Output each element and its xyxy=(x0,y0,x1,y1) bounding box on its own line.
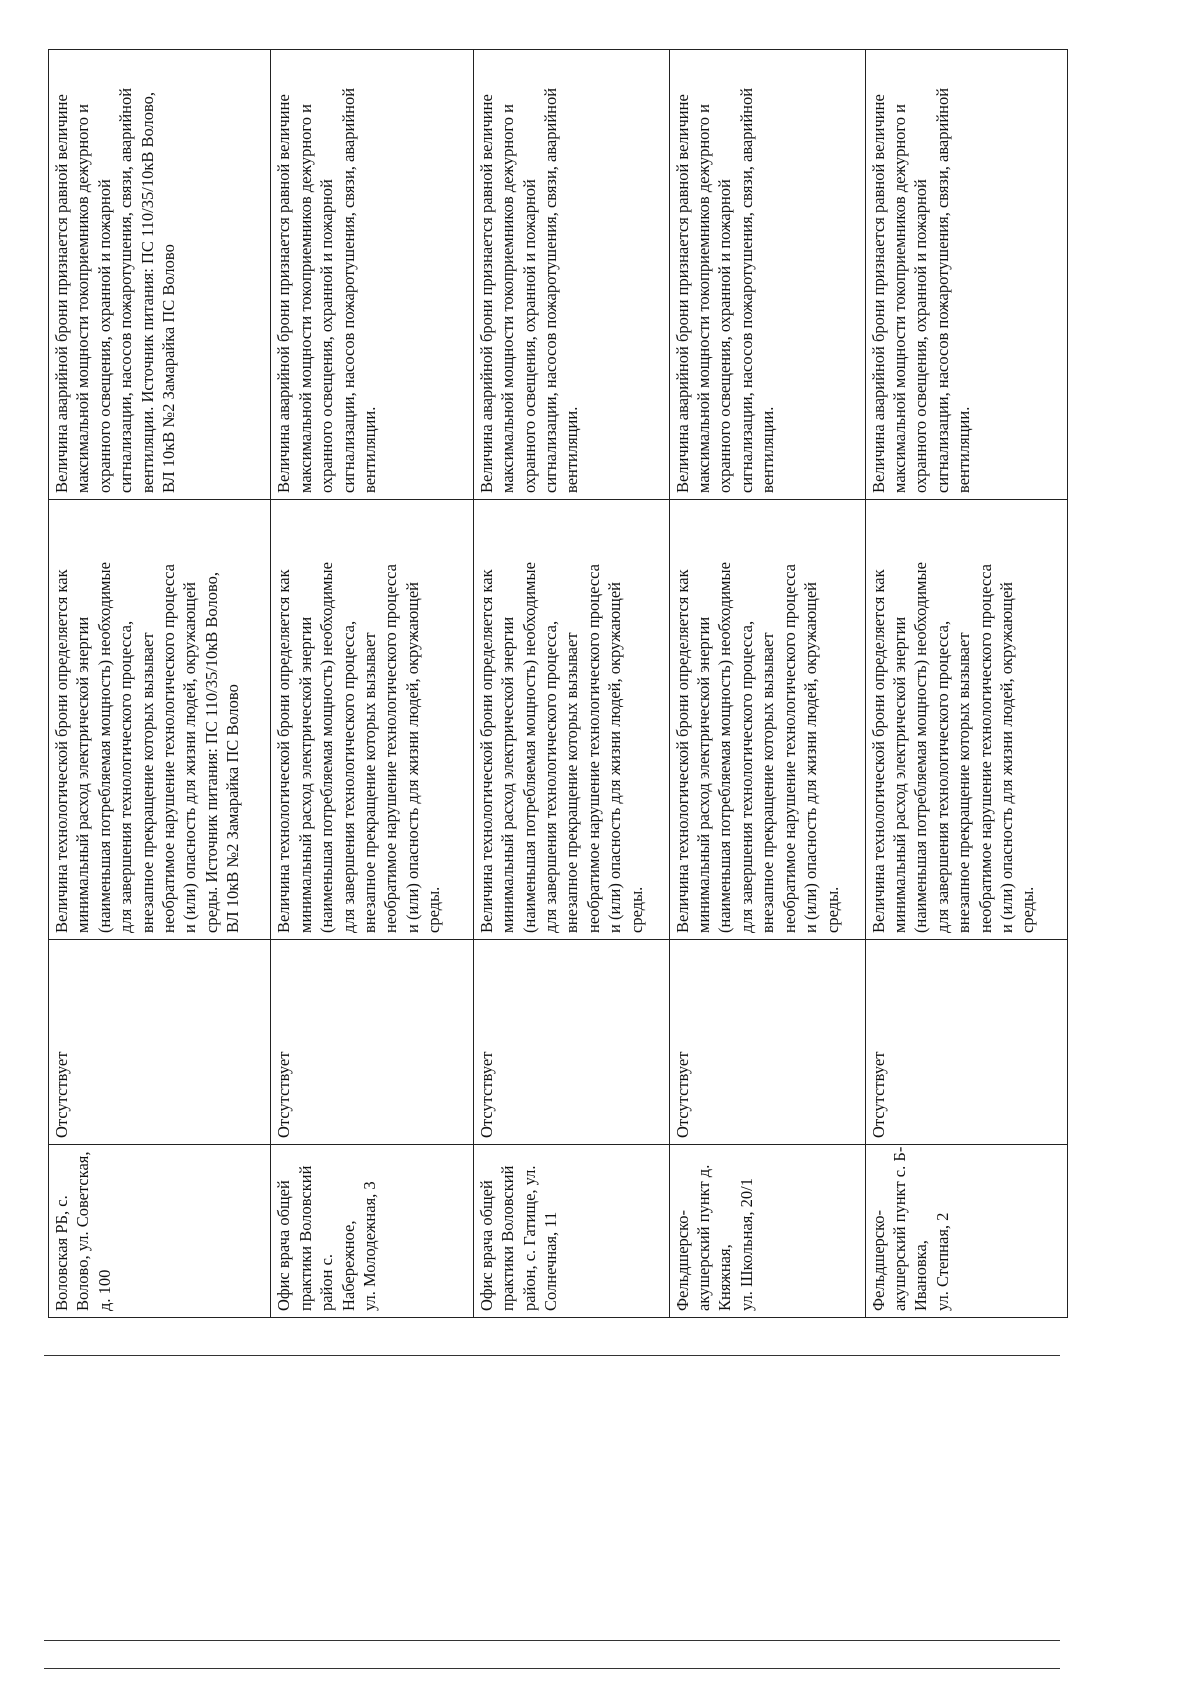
cell-text-line: и (или) опасность для жизни людей, окружающей xyxy=(605,581,625,933)
power-source-cell xyxy=(473,940,669,1145)
technological-reserve-cell xyxy=(271,500,473,940)
cell-text-line: (наименьшая потребляемая мощность) необходимые xyxy=(715,562,735,933)
cell-text-line: (наименьшая потребляемая мощность) необходимые xyxy=(317,562,337,933)
power-source-cell xyxy=(865,940,1067,1145)
cell-text-line: внезапное прекращение которых вызывает xyxy=(137,632,157,933)
cell-text-line: Отсутствует xyxy=(868,1051,888,1138)
cell-text-line: Ивановка, xyxy=(911,1240,931,1311)
cell-text-line: Отсутствует xyxy=(52,1051,71,1138)
cell-text-line: Величина аварийной брони признается равной величине xyxy=(476,94,496,493)
cell-text-line: Величина аварийной брони признается равной величине xyxy=(672,94,692,493)
object-cell xyxy=(473,1145,669,1318)
cell-text-line: внезапное прекращение которых вызывает xyxy=(954,632,974,933)
horizontal-rule xyxy=(44,1355,1060,1356)
table-body xyxy=(49,50,1068,1318)
cell-text-line: ВЛ 10кВ №2 Замарайка ПС Волово xyxy=(159,244,179,493)
cell-text-line: практики Воловский xyxy=(295,1165,315,1311)
object-cell xyxy=(669,1145,865,1318)
emergency-reserve-cell xyxy=(473,50,669,500)
cell-text-line: ул. Степная, 2 xyxy=(932,1212,952,1311)
object-cell xyxy=(49,1145,271,1318)
cell-text-line: ВЛ 10кВ №2 Замарайка ПС Волово xyxy=(223,684,243,933)
cell-text-line: внезапное прекращение которых вызывает xyxy=(758,632,778,933)
cell-text-line: охранного освещения, охранной и пожарной xyxy=(317,179,337,493)
cell-text-line: максимальной мощности токоприемников дежурного и xyxy=(73,104,93,493)
emergency-reserve-cell xyxy=(669,50,865,500)
cell-text-line: среды. xyxy=(424,886,444,933)
object-cell xyxy=(865,1145,1067,1318)
table-row xyxy=(865,50,1067,1318)
cell-text-line: сигнализации, насосов пожаротушения, связи, аварийной xyxy=(116,87,136,493)
cell-text-line: вентиляции. xyxy=(359,406,379,493)
cell-text-line: для завершения технологического процесса, xyxy=(540,620,560,933)
cell-text-line: охранного освещения, охранной и пожарной xyxy=(94,179,114,493)
cell-text-line: необратимое нарушение технологического процесса xyxy=(159,564,179,933)
table-row xyxy=(473,50,669,1318)
horizontal-rule xyxy=(44,1640,1060,1641)
cell-text-line: д. 100 xyxy=(94,1269,114,1311)
cell-text-line: Величина технологической брони определяется как xyxy=(52,569,71,933)
cell-text-line: Величина аварийной брони признается равной величине xyxy=(868,94,888,493)
cell-text-line: среды. xyxy=(822,886,842,933)
cell-text-line: и (или) опасность для жизни людей, окружающей xyxy=(997,581,1017,933)
cell-text-line: сигнализации, насосов пожаротушения, связи, аварийной xyxy=(736,87,756,493)
table-row xyxy=(49,50,271,1318)
cell-text-line: Отсутствует xyxy=(476,1051,496,1138)
cell-text-line: вентиляции. xyxy=(954,406,974,493)
technological-reserve-cell xyxy=(473,500,669,940)
cell-text-line: для завершения технологического процесса, xyxy=(932,620,952,933)
cell-text-line: Солнечная, 11 xyxy=(540,1211,560,1311)
cell-text-line: Величина технологической брони определяется как xyxy=(868,569,888,933)
cell-text-line: максимальной мощности токоприемников дежурного и xyxy=(694,104,714,493)
power-source-cell xyxy=(271,940,473,1145)
cell-text-line: Отсутствует xyxy=(672,1051,692,1138)
emergency-reserve-cell xyxy=(865,50,1067,500)
object-cell xyxy=(271,1145,473,1318)
emergency-reserve-cell xyxy=(271,50,473,500)
cell-text-line: среды. xyxy=(626,886,646,933)
cell-text-line: внезапное прекращение которых вызывает xyxy=(562,632,582,933)
cell-text-line: вентиляции. xyxy=(758,406,778,493)
power-source-cell xyxy=(49,940,271,1145)
cell-text-line: практики Воловский xyxy=(498,1165,518,1311)
rotated-table-wrapper xyxy=(48,50,1068,1318)
cell-text-line: и (или) опасность для жизни людей, окружающей xyxy=(801,581,821,933)
cell-text-line: для завершения технологического процесса, xyxy=(736,620,756,933)
cell-text-line: минимальный расход электрической энергии xyxy=(694,616,714,933)
cell-text-line: район, с. Гатище, ул. xyxy=(519,1165,539,1311)
cell-text-line: минимальный расход электрической энергии xyxy=(73,616,93,933)
cell-text-line: Офис врача общей xyxy=(476,1180,496,1311)
cell-text-line: для завершения технологического процесса, xyxy=(116,620,136,933)
cell-text-line: Волово, ул. Советская, xyxy=(73,1151,93,1311)
cell-text-line: Величина технологической брони определяется как xyxy=(274,569,294,933)
cell-text-line: (наименьшая потребляемая мощность) необходимые xyxy=(519,562,539,933)
cell-text-line: район с. xyxy=(317,1253,337,1311)
cell-text-line: охранного освещения, охранной и пожарной xyxy=(911,179,931,493)
cell-text-line: Величина технологической брони определяется как xyxy=(476,569,496,933)
cell-text-line: Фельдшерско- xyxy=(672,1209,692,1311)
cell-text-line: Офис врача общей xyxy=(274,1180,294,1311)
power-source-cell xyxy=(669,940,865,1145)
power-reserve-table xyxy=(48,49,1068,1318)
emergency-reserve-cell xyxy=(49,50,271,500)
cell-text-line: необратимое нарушение технологического процесса xyxy=(381,564,401,933)
cell-text-line: и (или) опасность для жизни людей, окружающей xyxy=(402,581,422,933)
cell-text-line: минимальный расход электрической энергии xyxy=(295,616,315,933)
technological-reserve-cell xyxy=(49,500,271,940)
cell-text-line: максимальной мощности токоприемников дежурного и xyxy=(295,104,315,493)
cell-text-line: необратимое нарушение технологического процесса xyxy=(583,564,603,933)
cell-text-line: сигнализации, насосов пожаротушения, связи, аварийной xyxy=(338,87,358,493)
horizontal-rule xyxy=(44,1668,1060,1669)
cell-text-line: вентиляции. xyxy=(562,406,582,493)
cell-text-line: акушерский пункт с. Б- xyxy=(890,1146,910,1311)
cell-text-line: Величина аварийной брони признается равной величине xyxy=(274,94,294,493)
cell-text-line: (наименьшая потребляемая мощность) необходимые xyxy=(94,562,114,933)
cell-text-line: (наименьшая потребляемая мощность) необходимые xyxy=(911,562,931,933)
cell-text-line: Набережное, xyxy=(338,1220,358,1311)
cell-text-line: охранного освещения, охранной и пожарной xyxy=(715,179,735,493)
cell-text-line: Фельдшерско- xyxy=(868,1209,888,1311)
cell-text-line: необратимое нарушение технологического процесса xyxy=(975,564,995,933)
cell-text-line: сигнализации, насосов пожаротушения, связи, аварийной xyxy=(540,87,560,493)
cell-text-line: ул. Школьная, 20/1 xyxy=(736,1178,756,1311)
cell-text-line: охранного освещения, охранной и пожарной xyxy=(519,179,539,493)
cell-text-line: и (или) опасность для жизни людей, окружающей xyxy=(180,581,200,933)
cell-text-line: Воловская РБ, с. xyxy=(52,1195,71,1311)
cell-text-line: Отсутствует xyxy=(274,1051,294,1138)
cell-text-line: акушерский пункт д. xyxy=(694,1164,714,1311)
cell-text-line: максимальной мощности токоприемников дежурного и xyxy=(498,104,518,493)
cell-text-line: максимальной мощности токоприемников дежурного и xyxy=(890,104,910,493)
cell-text-line: сигнализации, насосов пожаротушения, связи, аварийной xyxy=(932,87,952,493)
cell-text-line: среды. Источник питания: ПС 110/35/10кВ Волово, xyxy=(201,572,221,933)
cell-text-line: ул. Молодежная, 3 xyxy=(359,1181,379,1311)
cell-text-line: внезапное прекращение которых вызывает xyxy=(359,632,379,933)
cell-text-line: для завершения технологического процесса, xyxy=(338,620,358,933)
cell-text-line: Величина аварийной брони признается равной величине xyxy=(52,94,71,493)
cell-text-line: минимальный расход электрической энергии xyxy=(890,616,910,933)
technological-reserve-cell xyxy=(669,500,865,940)
table-row xyxy=(669,50,865,1318)
cell-text-line: Княжная, xyxy=(715,1244,735,1311)
cell-text-line: среды. xyxy=(1018,886,1038,933)
technological-reserve-cell xyxy=(865,500,1067,940)
cell-text-line: Величина технологической брони определяется как xyxy=(672,569,692,933)
table-row xyxy=(271,50,473,1318)
cell-text-line: необратимое нарушение технологического процесса xyxy=(779,564,799,933)
cell-text-line: минимальный расход электрической энергии xyxy=(498,616,518,933)
cell-text-line: вентиляции. Источник питания: ПС 110/35/10кВ Волово, xyxy=(137,91,157,493)
